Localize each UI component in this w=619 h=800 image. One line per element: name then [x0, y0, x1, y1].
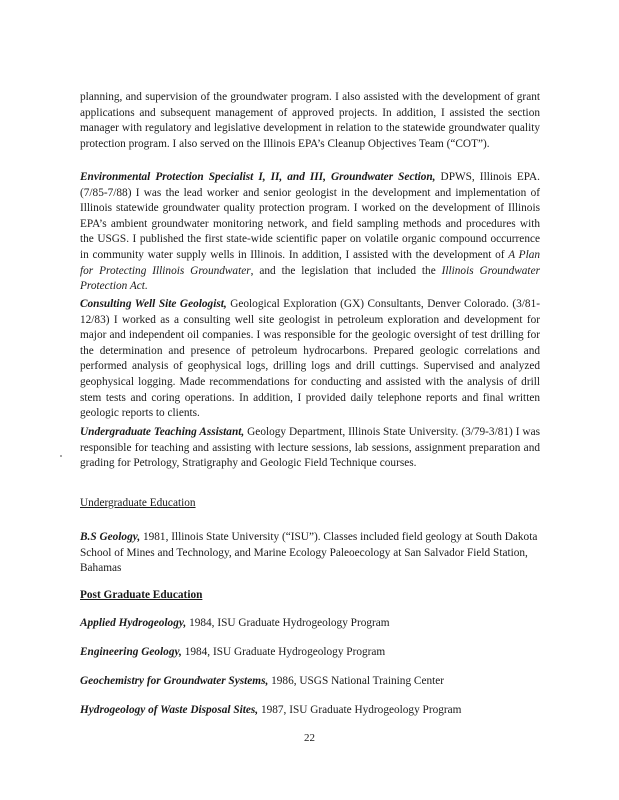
- undergrad-entry-body: 1981, Illinois State University (“ISU”). Classes included field geology at South Dakota School of Mines and Technology, and Marine Ecology Paleoecology at San Salvador Field Station, Bahamas: [80, 531, 538, 575]
- gx-entry-body: Geological Exploration (GX) Consultants, Denver Colorado. (3/81-12/83) I worked as a consulting well site geologist in petroleum exploration and development for major and independent oil companies. I was responsible for the geologic oversight of test drilling for the determination and presence of petroleum hydrocarbons. Prepared geologic correlations and performed analysis of geophysical logs, drilling logs and drill cuttings. Supervised and analyzed geophysical logging. Made recommendations for conducting and assisted with the analysis of drill stem tests and coring operations. In addition, I provided daily telephone reports and final written geologic reports to clients.: [80, 298, 540, 420]
- page-number: 22: [304, 732, 315, 744]
- epa-entry-title: Environmental Protection Specialist I, II, and III, Groundwater Section,: [80, 171, 436, 183]
- gx-entry: [80, 297, 540, 422]
- epa-entry-body-1: DPWS, Illinois EPA. (7/85-7/88) I was the lead worker and senior geologist in the development and implementation of Illinois statewide groundwater quality protection program. I worked on the development of Illinois EPA’s ambient groundwater monitoring network, and field sampling methods and procedures with the USGS. I published the first state-wide scientific paper on volatile organic compound occurrence in community water supply wells in Illinois. In addition, I assisted with the development of: [80, 171, 540, 261]
- postgrad-course-detail: 1984, ISU Graduate Hydrogeology Program: [186, 617, 390, 629]
- intro-paragraph: planning, and supervision of the groundwater program. I also assisted with the development of grant applications and subsequent management of approved projects. In addition, I assisted the section manager with regulatory and legislative development in relation to the statewide groundwater quality protection program. I also served on the Illinois EPA’s Cleanup Objectives Team (“COT”).: [80, 91, 540, 150]
- postgrad-course: [80, 616, 550, 631]
- ta-entry-title: Undergraduate Teaching Assistant,: [80, 426, 245, 438]
- gx-entry-title: Consulting Well Site Geologist,: [80, 298, 227, 310]
- epa-act-title: Illinois Groundwater Protection Act.: [80, 264, 540, 293]
- postgrad-course-detail: 1984, ISU Graduate Hydrogeology Program: [181, 646, 386, 658]
- postgrad-course: [80, 674, 550, 689]
- postgrad-course-title: Applied Hydrogeology,: [80, 617, 187, 629]
- undergrad-education-heading: Undergraduate Education: [80, 497, 196, 509]
- postgrad-course: [80, 645, 550, 660]
- undergrad-entry: [80, 530, 550, 577]
- postgrad-course-detail: 1987, ISU Graduate Hydrogeology Program: [258, 704, 462, 716]
- scan-speck: [60, 455, 62, 457]
- postgrad-course-title: Geochemistry for Groundwater Systems,: [80, 675, 269, 687]
- epa-plan-title: A Plan for Protecting Illinois Groundwater: [80, 248, 540, 277]
- postgrad-course-detail: 1986, USGS National Training Center: [268, 675, 445, 687]
- postgrad-course-title: Engineering Geology,: [80, 646, 182, 658]
- postgrad-education-heading: Post Graduate Education: [80, 589, 203, 601]
- epa-entry: [80, 170, 540, 295]
- ta-entry: [80, 425, 540, 472]
- ta-entry-body: Geology Department, Illinois State University. (3/79-3/81) I was responsible for teaching and assisting with lecture sessions, lab sessions, assignment preparation and grading for Petrology, Stratigraphy and Geologic Field Technique courses.: [80, 426, 541, 470]
- postgrad-course: [80, 703, 550, 718]
- undergrad-entry-title: B.S Geology,: [80, 531, 141, 543]
- postgrad-course-title: Hydrogeology of Waste Disposal Sites,: [80, 704, 259, 716]
- epa-entry-body-2: , and the legislation that included the: [250, 264, 442, 277]
